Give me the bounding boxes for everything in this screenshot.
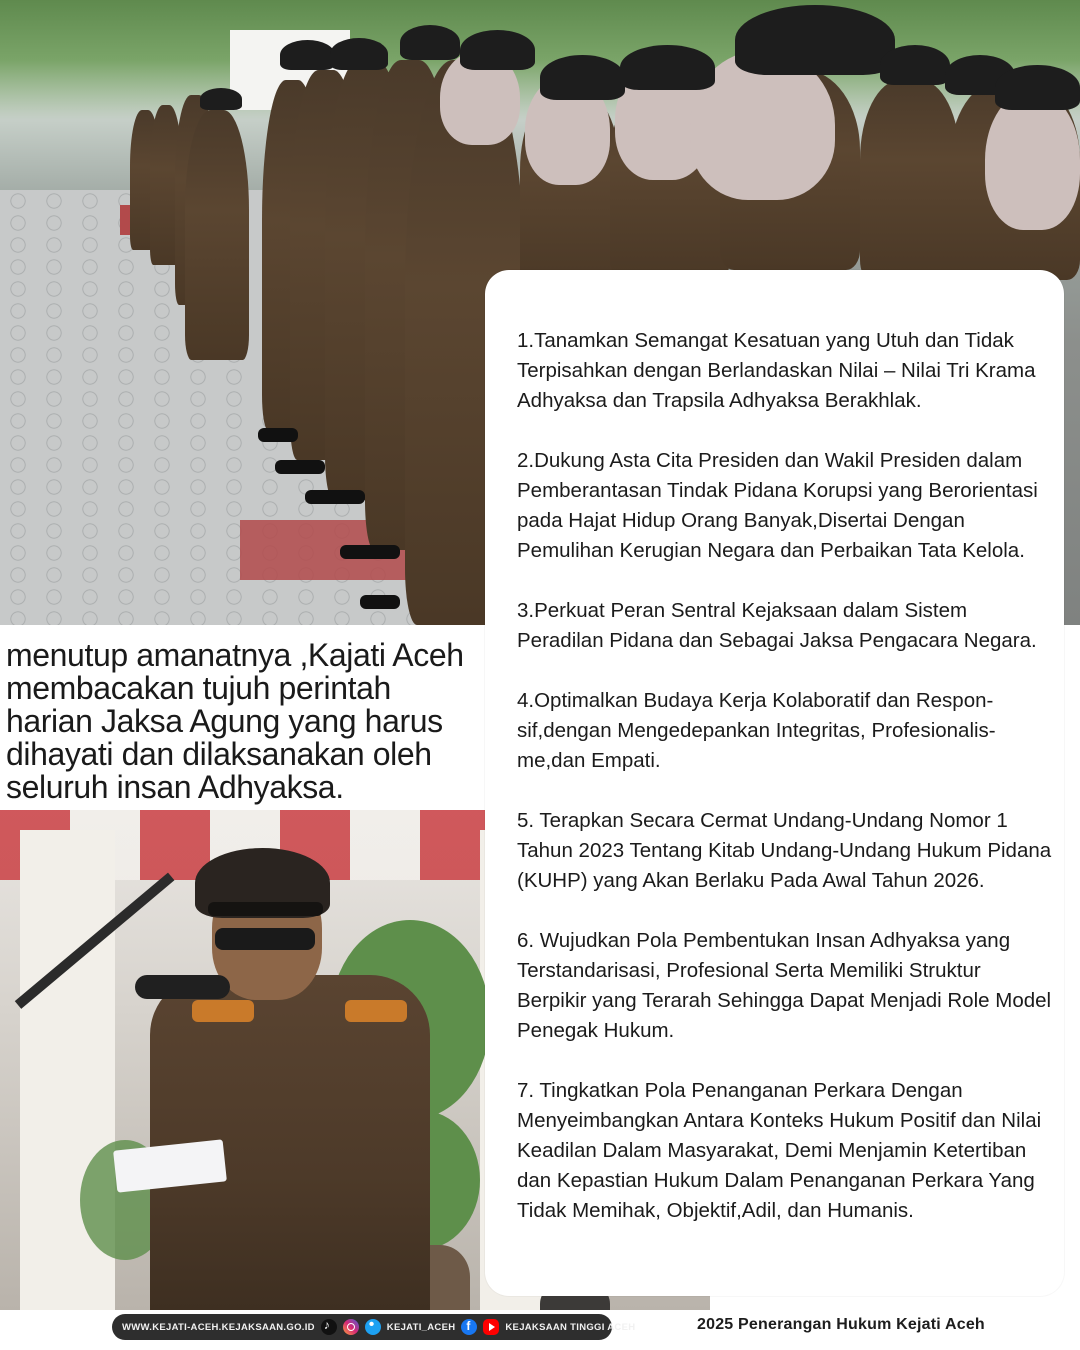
order-item: 5. Terapkan Secara Cermat Undang-Undang Nomor 1 Tahun 2023 Tentang Kitab Undang-Undang Hukum Pidana (KUHP) yang Akan Berlaku Pada Awal Tahun 2026. [517, 809, 1052, 892]
officer-cap [280, 40, 335, 70]
officer-cap [200, 88, 242, 110]
orders-list [517, 326, 1052, 1256]
caption-text: menutup amanatnya ,Kajati Aceh membacakan tujuh perintah harian Jaksa Agung yang harus dihayati dan dilaksanakan oleh seluruh insan Adhyaksa. [6, 637, 464, 805]
shoe [360, 595, 400, 609]
epaulette [192, 1000, 254, 1022]
speaker-visor [208, 902, 323, 916]
officer-cap [620, 45, 715, 90]
order-item: 4.Optimalkan Budaya Kerja Kolaboratif dan Respon-sif,dengan Mengedepankan Integritas, Profesionalis-me,dan Empati. [517, 689, 996, 772]
sunglasses [215, 928, 315, 950]
officer-cap [540, 55, 625, 100]
caption-block [0, 625, 484, 810]
orders-card [485, 270, 1064, 1296]
officer-cap [995, 65, 1080, 110]
officer-cap [460, 30, 535, 70]
officer-cap [330, 38, 388, 70]
shoe [275, 460, 325, 474]
officer-cap [880, 45, 950, 85]
order-item: 1.Tanamkan Semangat Kesatuan yang Utuh dan Tidak Terpisahkan dengan Berlandaskan Nilai – Nilai Tri Krama Adhyaksa dan Trapsila Adhyaksa Berakhlak. [517, 329, 1036, 412]
officer-figure [185, 110, 249, 360]
credit-text: 2025 Penerangan Hukum Kejati Aceh [697, 1316, 985, 1333]
social-footer-bar [112, 1314, 636, 1340]
microphone [135, 975, 230, 999]
website-link[interactable]: WWW.KEJATI-ACEH.KEJAKSAAN.GO.ID [122, 1321, 315, 1333]
shoe [305, 490, 365, 504]
facebook-icon[interactable] [461, 1319, 477, 1335]
officer-cap [735, 5, 895, 75]
officer-cap [400, 25, 460, 60]
shoe [340, 545, 400, 559]
order-item: 2.Dukung Asta Cita Presiden dan Wakil Presiden dalam Pemberantasan Tindak Pidana Korupsi yang Berorientasi pada Hajat Hidup Orang Banyak,Disertai Dengan Pemulihan Kerugian Negara dan Perbaikan Tata Kelola. [517, 449, 1038, 562]
social-handle[interactable]: KEJATI_ACEH [386, 1321, 456, 1333]
instagram-icon[interactable] [343, 1319, 359, 1335]
officer-figure [860, 80, 960, 280]
tiktok-icon[interactable] [321, 1319, 337, 1335]
order-item: 6. Wujudkan Pola Pembentukan Insan Adhyaksa yang Terstandarisasi, Profesional Serta Memiliki Struktur Berpikir yang Terarah Sehingga Dapat Menjadi Role Model Penegak Hukum. [517, 929, 1052, 1042]
order-item: 3.Perkuat Peran Sentral Kejaksaan dalam Sistem Peradilan Pidana dan Sebagai Jaksa Pengacara Negara. [517, 599, 1037, 652]
hijab-figure [985, 90, 1080, 230]
channel-name[interactable]: KEJAKSAAN TINGGI ACEH [505, 1321, 636, 1333]
shoe [258, 428, 298, 442]
epaulette [345, 1000, 407, 1022]
youtube-icon[interactable] [483, 1319, 499, 1335]
twitter-icon[interactable] [365, 1319, 381, 1335]
order-item: 7. Tingkatkan Pola Penanganan Perkara Dengan Menyeimbangkan Antara Konteks Hukum Positif dan Nilai Keadilan Dalam Masyarakat, Demi Menjamin Ketertiban dan Kepastian Hukum Dalam Penanganan Perkara Yang Tidak Memihak, Objektif,Adil, dan Humanis. [517, 1079, 1042, 1222]
